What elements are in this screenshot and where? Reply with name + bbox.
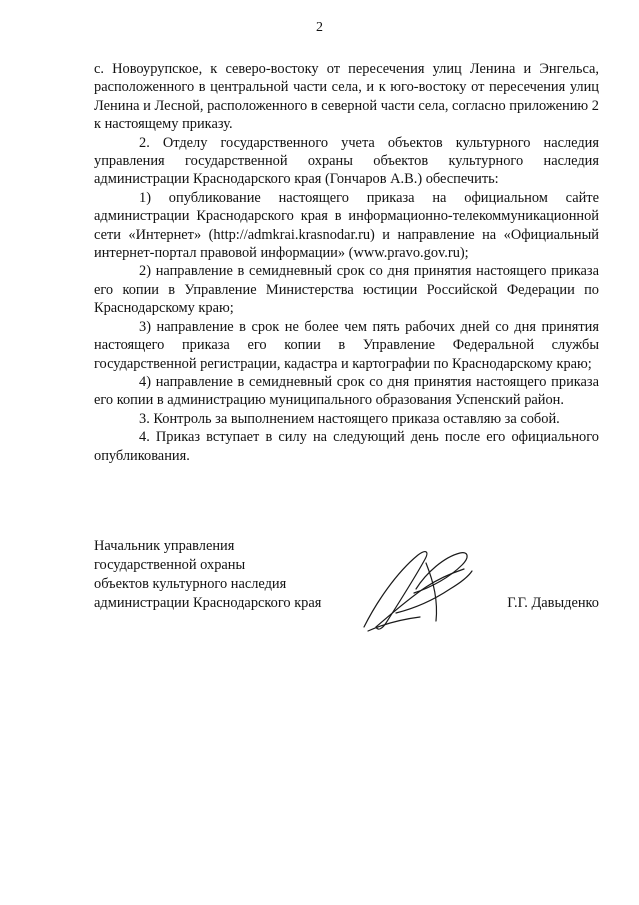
handwritten-signature xyxy=(356,543,476,635)
signer-title-line: объектов культурного наследия xyxy=(94,576,287,592)
document-body xyxy=(94,60,599,465)
signer-title-line: Начальник управления xyxy=(94,538,235,554)
paragraph: 3. Контроль за выполнением настоящего приказа оставляю за собой. xyxy=(139,410,560,427)
paragraph: 4. Приказ вступает в силу на следующий день после его официального опубликования. xyxy=(94,429,599,464)
paragraph: 1) опубликование настоящего приказа на официальном сайте администрации Краснодарского края в информационно-телекоммуникационной сети «Интернет» (http://admkrai.krasnodar.ru) и направление на «Официальный интернет-портал правовой информации» (www.pravo.gov.ru); xyxy=(94,189,599,262)
paragraph: 4) направление в семидневный срок со дня принятия настоящего приказа его копии в администрацию муниципального образования Успенский район. xyxy=(94,373,599,409)
signature-block xyxy=(94,537,599,613)
paragraph: 2) направление в семидневный срок со дня принятия настоящего приказа его копии в Управление Министерства юстиции Российской Федерации по Краснодарскому краю; xyxy=(94,263,599,317)
signer-title-line: государственной охраны xyxy=(94,557,246,573)
paragraph: 2. Отделу государственного учета объектов культурного наследия управления государственной охраны объектов культурного наследия администрации Краснодарского края (Гончаров А.В.) обеспечить: xyxy=(94,134,599,188)
paragraph: с. Новоурупское, к северо-востоку от пересечения улиц Ленина и Энгельса, расположенного в центральной части села, и к юго-востоку от пересечения улиц Ленина и Лесной, расположенного в северной части села, согласно приложению 2 к настоящему приказу. xyxy=(94,61,599,133)
paragraph: 3) направление в срок не более чем пять рабочих дней со дня принятия настоящего приказа его копии в Управление Федеральной службы государственной регистрации, кадастра и картографии по Краснодарскому краю; xyxy=(94,318,599,372)
page-number: 2 xyxy=(316,20,323,35)
signer-title-line: администрации Краснодарского края xyxy=(94,595,322,611)
signer-name: Г.Г. Давыденко xyxy=(507,595,599,611)
